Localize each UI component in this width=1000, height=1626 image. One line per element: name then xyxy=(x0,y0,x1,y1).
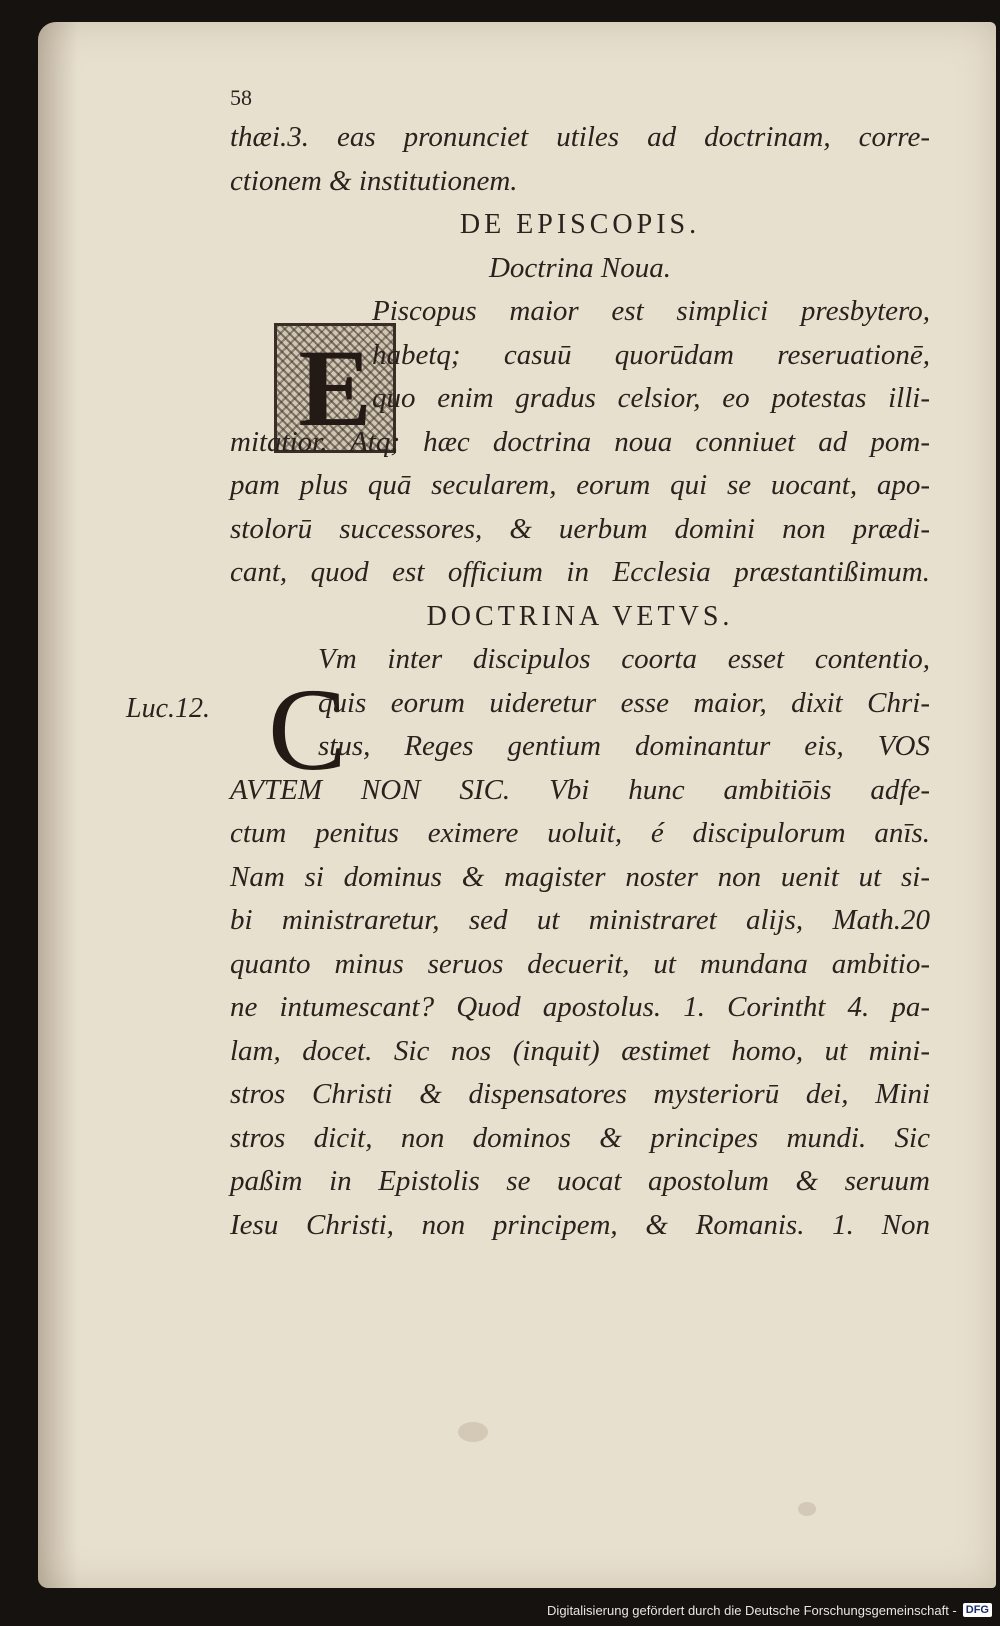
text-line: ctionem & institutionem. xyxy=(230,164,518,197)
text-line: stus, Reges gentium dominantur eis, VOS xyxy=(318,730,930,762)
text-line: stros dicit, non dominos & principes mundi. Sic xyxy=(230,1121,930,1154)
text-line: stros Christi & dispensatores mysteriorū dei, Mini xyxy=(230,1078,930,1110)
text-line: bi ministraretur, sed ut ministraret alijs, Math.20 xyxy=(230,904,930,936)
text-line: quis eorum uideretur esse maior, dixit Chri- xyxy=(318,686,930,719)
text-line: Iesu Christi, non principem, & Romanis. 1. Non xyxy=(230,1208,930,1241)
section-subheading: Doctrina Noua. xyxy=(488,251,672,284)
text-line: AVTEM NON SIC. Vbi hunc ambitiōis adfe- xyxy=(230,773,930,806)
text-line: Piscopus maior est simplici presbytero, xyxy=(372,295,930,327)
text-line: Nam si dominus & magister noster non uenit ut si- xyxy=(230,860,930,893)
digitization-credit xyxy=(547,1596,992,1624)
initial-letter: E xyxy=(298,326,372,449)
text-line: habetq; casuū quorūdam reseruationē, xyxy=(372,338,930,371)
dfg-logo-icon: DFG xyxy=(963,1603,992,1617)
text-line: Vm inter discipulos coorta esset contentio, xyxy=(318,643,930,675)
text-line: mitatior. Atq; hæc doctrina noua conniuet ad pom- xyxy=(230,425,930,458)
paper-stain xyxy=(458,1422,488,1442)
text-line: ctum penitus eximere uoluit, é discipulorum anīs. xyxy=(230,817,930,849)
text-line: quo enim gradus celsior, eo potestas illi- xyxy=(372,382,930,414)
section-heading: DOCTRINA VETVS. xyxy=(426,600,734,632)
text-line: paßim in Epistolis se uocat apostolum & seruum xyxy=(230,1165,930,1197)
text-line: pam plus quā secularem, eorum qui se uocant, apo- xyxy=(230,469,930,501)
text-line: lam, docet. Sic nos (inquit) æstimet homo, ut mini- xyxy=(230,1034,930,1067)
text-line: cant, quod est officium in Ecclesia præstantißimum. xyxy=(230,556,930,588)
text-line: thæi.3. eas pronunciet utiles ad doctrinam, corre- xyxy=(230,121,930,153)
section-heading: DE EPISCOPIS. xyxy=(459,209,701,240)
page-text xyxy=(230,84,930,1247)
text-line: stolorū successores, & uerbum domini non prædi- xyxy=(230,512,930,545)
page-number: 58 xyxy=(230,85,252,110)
paper-stain xyxy=(798,1502,816,1516)
text-line: quanto minus seruos decuerit, ut mundana ambitio- xyxy=(230,947,930,980)
credit-text: Digitalisierung gefördert durch die Deutsche Forschungsgemeinschaft - xyxy=(547,1602,957,1618)
margin-note: Luc.12. xyxy=(126,693,210,724)
initial-letter: C xyxy=(268,664,347,795)
text-line: ne intumescant? Quod apostolus. 1. Corintht 4. pa- xyxy=(230,991,930,1023)
